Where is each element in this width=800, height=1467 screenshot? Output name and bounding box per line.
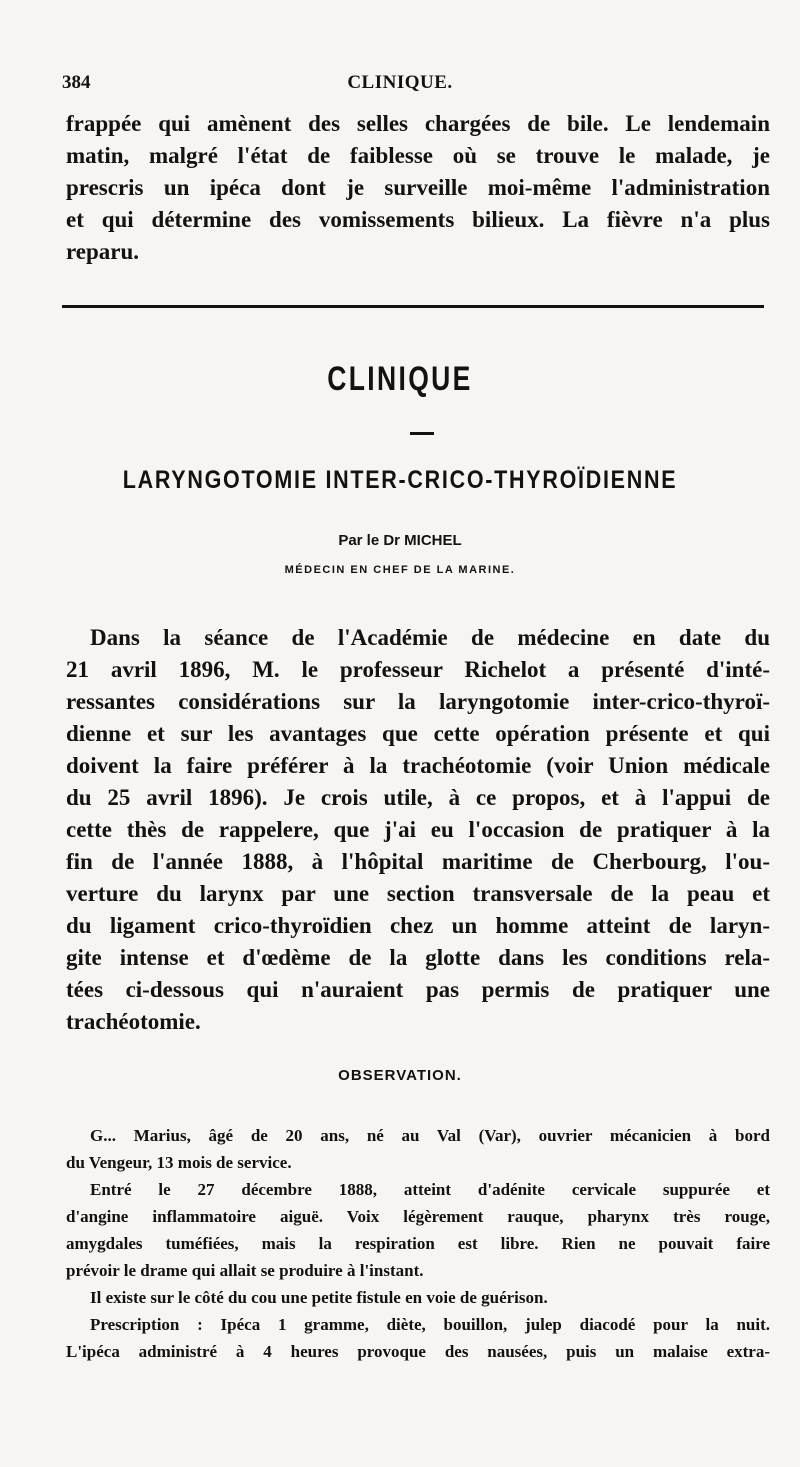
text-line: G... Marius, âgé de 20 ans, né au Val (Var), ouvrier mécanicien à bord bbox=[90, 1126, 770, 1145]
text-line: Prescription : Ipéca 1 gramme, diète, bouillon, julep diacodé pour la nuit. bbox=[90, 1315, 770, 1334]
page-number: 384 bbox=[62, 72, 91, 93]
text-line: Il existe sur le côté du cou une petite fistule en voie de guérison. bbox=[90, 1288, 548, 1307]
title-dash bbox=[410, 432, 434, 435]
section-title: CLINIQUE bbox=[327, 360, 473, 398]
observation-heading: OBSERVATION. bbox=[338, 1067, 462, 1084]
text-line: reparu. bbox=[66, 239, 140, 264]
text-line: gite intense et d'œdème de la glotte dans les conditions rela- bbox=[66, 945, 770, 970]
text-line: frappée qui amènent des selles chargées de bile. Le lendemain bbox=[66, 111, 770, 136]
text-line: prévoir le drame qui allait se produire à l'instant. bbox=[66, 1261, 424, 1280]
body-paragraph bbox=[66, 622, 770, 1038]
running-header bbox=[62, 72, 738, 100]
text-line: du ligament crico-thyroïdien chez un homme atteint de laryn- bbox=[66, 913, 770, 938]
observation-text bbox=[66, 1122, 770, 1365]
author-byline: Par le Dr MICHEL bbox=[338, 532, 462, 549]
text-line: matin, malgré l'état de faiblesse où se trouve le malade, je bbox=[66, 143, 770, 168]
text-line: fin de l'année 1888, à l'hôpital maritime de Cherbourg, l'ou- bbox=[66, 849, 770, 874]
text-line: et qui détermine des vomissements bilieux. La fièvre n'a plus bbox=[66, 207, 770, 232]
text-line: d'angine inflammatoire aiguë. Voix légèrement rauque, pharynx très rouge, bbox=[66, 1207, 770, 1226]
text-line: doivent la faire préférer à la trachéotomie (voir Union médicale bbox=[66, 753, 770, 778]
text-line: trachéotomie. bbox=[66, 1009, 201, 1034]
text-line: Entré le 27 décembre 1888, atteint d'adénite cervicale suppurée et bbox=[90, 1180, 770, 1199]
section-divider bbox=[62, 305, 764, 308]
article-title: LARYNGOTOMIE INTER-CRICO-THYROÏDIENNE bbox=[122, 466, 678, 494]
text-line: prescris un ipéca dont je surveille moi-même l'administration bbox=[66, 175, 770, 200]
text-line: du 25 avril 1896). Je crois utile, à ce propos, et à l'appui de bbox=[66, 785, 770, 810]
text-line: verture du larynx par une section transversale de la peau et bbox=[66, 881, 770, 906]
text-line: amygdales tuméfiées, mais la respiration est libre. Rien ne pouvait faire bbox=[66, 1234, 770, 1253]
text-line: du Vengeur, 13 mois de service. bbox=[66, 1153, 292, 1172]
text-line: dienne et sur les avantages que cette opération présente et qui bbox=[66, 721, 770, 746]
author-affiliation: MÉDECIN EN CHEF DE LA MARINE. bbox=[284, 564, 516, 576]
text-line: tées ci-dessous qui n'auraient pas permis de pratiquer une bbox=[66, 977, 770, 1002]
text-line: Dans la séance de l'Académie de médecine en date du bbox=[90, 625, 770, 650]
running-title: CLINIQUE. bbox=[347, 72, 453, 93]
text-line: cette thès de rappelere, que j'ai eu l'occasion de pratiquer à la bbox=[66, 817, 770, 842]
continuation-paragraph bbox=[66, 108, 770, 268]
text-line: ressantes considérations sur la laryngotomie inter-crico-thyroï- bbox=[66, 689, 770, 714]
text-line: 21 avril 1896, M. le professeur Richelot a présenté d'inté- bbox=[66, 657, 770, 682]
text-line: L'ipéca administré à 4 heures provoque des nausées, puis un malaise extra- bbox=[66, 1342, 770, 1361]
